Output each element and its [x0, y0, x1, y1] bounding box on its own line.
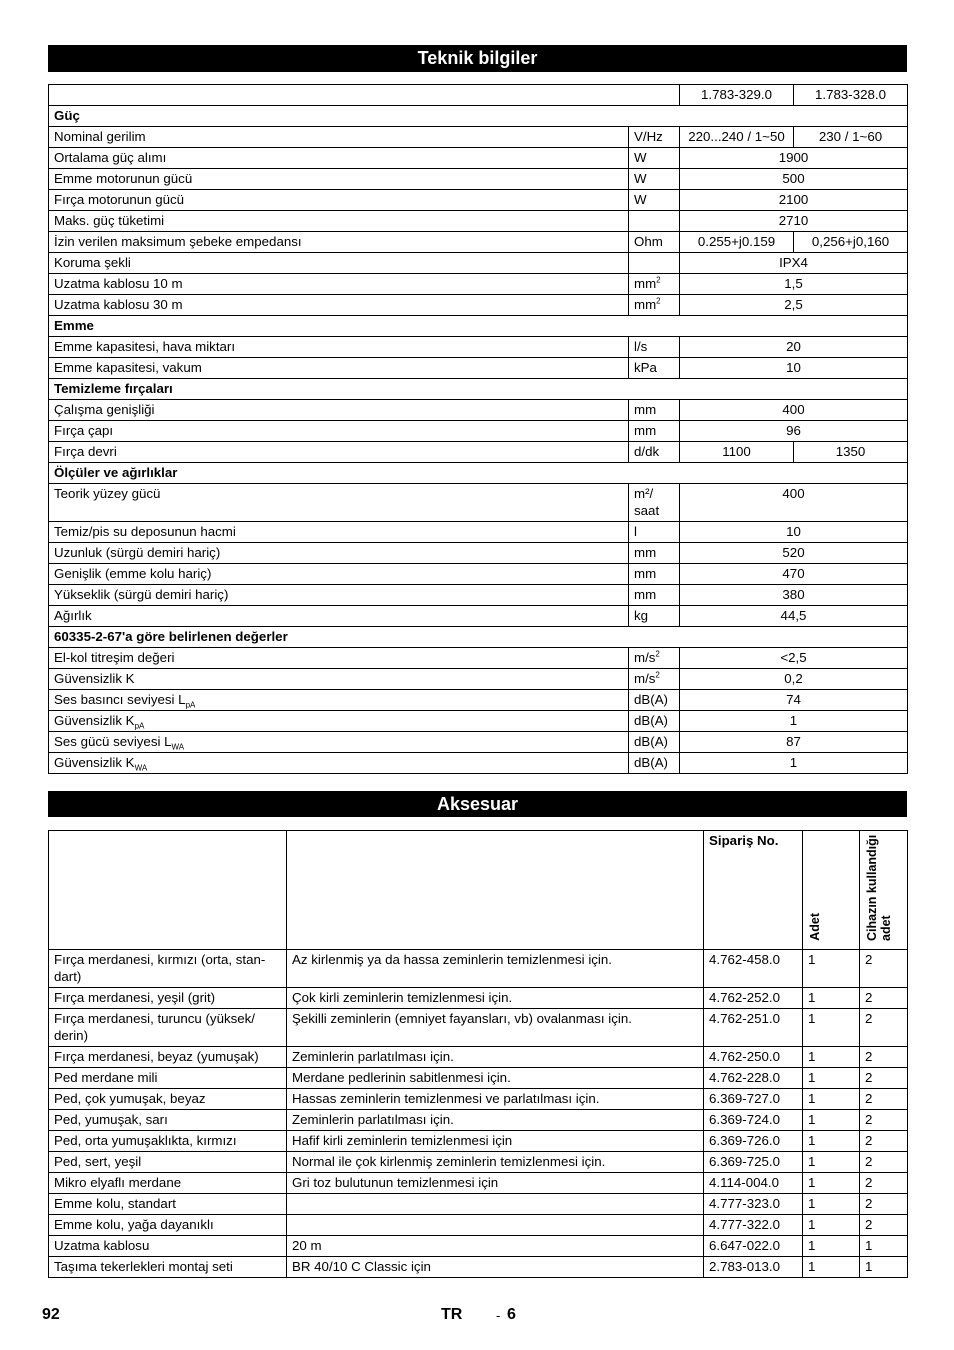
- accessory-row: [49, 1152, 908, 1173]
- accessory-qty: 1: [803, 1131, 860, 1152]
- tech-row-value-2: 0,256+j0,160: [794, 232, 908, 253]
- accessory-row: [49, 1089, 908, 1110]
- accessory-order-no: 4.762-251.0: [704, 1009, 803, 1047]
- tech-row: [49, 421, 908, 442]
- tech-row-unit: m²/ saat: [629, 484, 680, 522]
- accessory-name: Ped, orta yumuşaklıkta, kırmızı: [49, 1131, 287, 1152]
- acc-header-used: Cihazın kullandığı adet: [865, 834, 893, 941]
- tech-row-value: 470: [680, 564, 908, 585]
- tech-row-label: Ağırlık: [49, 606, 629, 627]
- tech-row-unit: mm: [629, 400, 680, 421]
- accessory-order-no: 6.369-727.0: [704, 1089, 803, 1110]
- tech-row: [49, 484, 908, 522]
- accessory-name: Fırça merdanesi, turuncu (yüksek/ derin): [49, 1009, 287, 1047]
- accessory-qty: 1: [803, 1257, 860, 1278]
- accessory-order-no: 4.762-252.0: [704, 988, 803, 1009]
- accessory-description: Çok kirli zeminlerin temizlenmesi için.: [287, 988, 704, 1009]
- tech-header-model-2: 1.783-328.0: [794, 85, 908, 106]
- tech-row-unit: [629, 295, 680, 316]
- accessory-description: 20 m: [287, 1236, 704, 1257]
- tech-section-label: 60335-2-67'a göre belirlenen değerler: [49, 627, 908, 648]
- tech-row-label: İzin verilen maksimum şebeke empedansı: [49, 232, 629, 253]
- acc-header-desc: [287, 831, 704, 950]
- accessory-qty: 1: [803, 1152, 860, 1173]
- accessory-used-count: 2: [860, 950, 908, 988]
- tech-row-label: Uzatma kablosu 30 m: [49, 295, 629, 316]
- tech-row-unit: dB(A): [629, 690, 680, 711]
- tech-row-unit: l/s: [629, 337, 680, 358]
- accessory-used-count: 2: [860, 1152, 908, 1173]
- tech-row: [49, 295, 908, 316]
- tech-row-value: 2,5: [680, 295, 908, 316]
- accessory-name: Taşıma tekerlekleri montaj seti: [49, 1257, 287, 1278]
- accessory-description: BR 40/10 C Classic için: [287, 1257, 704, 1278]
- tech-row-label-sub: WA: [171, 742, 185, 752]
- tech-row: [49, 358, 908, 379]
- accessory-used-count: 2: [860, 988, 908, 1009]
- tech-row-label: Genişlik (emme kolu hariç): [49, 564, 629, 585]
- tech-row-label-text: Ses basıncı seviyesi L: [54, 692, 186, 707]
- tech-row-value: 0,2: [680, 669, 908, 690]
- tech-row-label: Uzunluk (sürgü demiri hariç): [49, 543, 629, 564]
- tech-row-unit: mm: [629, 585, 680, 606]
- accessory-order-no: 4.777-322.0: [704, 1215, 803, 1236]
- accessory-name: Ped, yumuşak, sarı: [49, 1110, 287, 1131]
- tech-row-label: [49, 732, 629, 753]
- tech-row: [49, 169, 908, 190]
- tech-row-label: [49, 753, 629, 774]
- tech-row: [49, 669, 908, 690]
- tech-row-label: Fırça devri: [49, 442, 629, 463]
- accessory-name: Fırça merdanesi, kırmızı (orta, stan-dart): [49, 950, 287, 988]
- page-number: 92: [42, 1306, 60, 1323]
- tech-row-label-sub: WA: [134, 763, 148, 773]
- accessory-qty: 1: [803, 1009, 860, 1047]
- accessory-row: [49, 1173, 908, 1194]
- tech-row: [49, 711, 908, 732]
- tech-row-value: 520: [680, 543, 908, 564]
- tech-section-row: [49, 316, 908, 337]
- tech-row-unit: [629, 648, 680, 669]
- accessory-qty: 1: [803, 1110, 860, 1131]
- tech-row: [49, 127, 908, 148]
- tech-spec-table: [48, 84, 908, 774]
- accessory-description: Gri toz bulutunun temizlenmesi için: [287, 1173, 704, 1194]
- tech-row-unit: mm: [629, 421, 680, 442]
- tech-row-unit: W: [629, 190, 680, 211]
- accessory-used-count: 1: [860, 1257, 908, 1278]
- accessory-name: Emme kolu, yağa dayanıklı: [49, 1215, 287, 1236]
- accessory-order-no: 4.777-323.0: [704, 1194, 803, 1215]
- tech-row: [49, 606, 908, 627]
- tech-section-label: Ölçüler ve ağırlıklar: [49, 463, 908, 484]
- accessory-row: [49, 1257, 908, 1278]
- accessory-used-count: 2: [860, 1068, 908, 1089]
- tech-row-label: Fırça motorunun gücü: [49, 190, 629, 211]
- tech-row-unit: kg: [629, 606, 680, 627]
- tech-row-label: Emme kapasitesi, vakum: [49, 358, 629, 379]
- accessory-order-no: 6.369-724.0: [704, 1110, 803, 1131]
- tech-row-value: <2,5: [680, 648, 908, 669]
- tech-row-label: Emme motorunun gücü: [49, 169, 629, 190]
- accessory-used-count: 2: [860, 1173, 908, 1194]
- accessory-order-no: 6.647-022.0: [704, 1236, 803, 1257]
- tech-row-value: 44,5: [680, 606, 908, 627]
- tech-row: [49, 442, 908, 463]
- tech-row-label: Teorik yüzey gücü: [49, 484, 629, 522]
- accessory-qty: 1: [803, 1068, 860, 1089]
- tech-row-unit: d/dk: [629, 442, 680, 463]
- tech-row-value: 10: [680, 522, 908, 543]
- tech-row-label: El-kol titreşim değeri: [49, 648, 629, 669]
- accessory-qty: 1: [803, 1173, 860, 1194]
- accessory-order-no: 4.114-004.0: [704, 1173, 803, 1194]
- tech-row-value-1: 1100: [680, 442, 794, 463]
- accessory-description: Az kirlenmiş ya da hassa zeminlerin temizlenmesi için.: [287, 950, 704, 988]
- tech-section-label: Güç: [49, 106, 908, 127]
- accessory-qty: 1: [803, 1089, 860, 1110]
- tech-row: [49, 148, 908, 169]
- tech-row-unit: dB(A): [629, 711, 680, 732]
- tech-row: [49, 522, 908, 543]
- tech-row-value: 20: [680, 337, 908, 358]
- tech-row-value: 74: [680, 690, 908, 711]
- tech-row-unit-text: mm: [634, 297, 657, 312]
- tech-row: [49, 585, 908, 606]
- tech-row-unit: [629, 274, 680, 295]
- tech-row-value: 2100: [680, 190, 908, 211]
- accessory-description: Zeminlerin parlatılması için.: [287, 1047, 704, 1068]
- tech-row-label: Ortalama güç alımı: [49, 148, 629, 169]
- accessory-qty: 1: [803, 950, 860, 988]
- tech-row-label: Güvensizlik K: [49, 669, 629, 690]
- accessory-description: Şekilli zeminlerin (emniyet fayansları, vb) ovalanması için.: [287, 1009, 704, 1047]
- tech-row-label: Fırça çapı: [49, 421, 629, 442]
- accessory-row: [49, 1110, 908, 1131]
- tech-row-value: 1,5: [680, 274, 908, 295]
- tech-row: [49, 232, 908, 253]
- tech-row-unit-text: mm: [634, 276, 657, 291]
- accessory-order-no: 6.369-726.0: [704, 1131, 803, 1152]
- tech-row-unit: dB(A): [629, 753, 680, 774]
- tech-row-unit: [629, 211, 680, 232]
- accessory-used-count: 2: [860, 1089, 908, 1110]
- tech-row-value: 10: [680, 358, 908, 379]
- tech-row-unit-text: m/s: [634, 671, 656, 686]
- tech-row-value: 2710: [680, 211, 908, 232]
- sub-page-number: 6: [507, 1306, 516, 1323]
- acc-header-name: [49, 831, 287, 950]
- accessory-name: Ped, sert, yeşil: [49, 1152, 287, 1173]
- accessory-description: Normal ile çok kirlenmiş zeminlerin temizlenmesi için.: [287, 1152, 704, 1173]
- tech-section-row: [49, 379, 908, 400]
- tech-section-row: [49, 463, 908, 484]
- tech-row-value: 96: [680, 421, 908, 442]
- accessory-qty: 1: [803, 1194, 860, 1215]
- tech-row-label: [49, 690, 629, 711]
- accessory-name: Uzatma kablosu: [49, 1236, 287, 1257]
- tech-row-label: Koruma şekli: [49, 253, 629, 274]
- accessory-qty: 1: [803, 988, 860, 1009]
- accessory-qty: 1: [803, 1047, 860, 1068]
- tech-row-value: 1: [680, 753, 908, 774]
- footer-dash: -: [496, 1308, 501, 1323]
- accessory-name: Fırça merdanesi, yeşil (grit): [49, 988, 287, 1009]
- accessory-used-count: 2: [860, 1131, 908, 1152]
- tech-row-value: 380: [680, 585, 908, 606]
- tech-row-label-text: Ses gücü seviyesi L: [54, 734, 172, 749]
- tech-section-label: Temizleme fırçaları: [49, 379, 908, 400]
- tech-header-model-1: 1.783-329.0: [680, 85, 794, 106]
- tech-row-value: 400: [680, 484, 908, 522]
- tech-row-label: Yükseklik (sürgü demiri hariç): [49, 585, 629, 606]
- tech-row-label: Uzatma kablosu 10 m: [49, 274, 629, 295]
- accessory-name: Mikro elyaflı merdane: [49, 1173, 287, 1194]
- accessory-row: [49, 1047, 908, 1068]
- accessory-row: [49, 988, 908, 1009]
- accessory-order-no: 4.762-458.0: [704, 950, 803, 988]
- accessory-description: Merdane pedlerinin sabitlenmesi için.: [287, 1068, 704, 1089]
- tech-row-value: 500: [680, 169, 908, 190]
- accessory-qty: 1: [803, 1215, 860, 1236]
- tech-row-value-1: 220...240 / 1~50: [680, 127, 794, 148]
- accessory-name: Fırça merdanesi, beyaz (yumuşak): [49, 1047, 287, 1068]
- accessory-name: Emme kolu, standart: [49, 1194, 287, 1215]
- accessory-used-count: 1: [860, 1236, 908, 1257]
- accessory-row: [49, 1215, 908, 1236]
- tech-row-unit: kPa: [629, 358, 680, 379]
- accessory-description: Hassas zeminlerin temizlenmesi ve parlatılması için.: [287, 1089, 704, 1110]
- tech-row-label-sub: pA: [134, 721, 145, 731]
- accessory-description: [287, 1194, 704, 1215]
- tech-section-row: [49, 627, 908, 648]
- accessory-order-no: 2.783-013.0: [704, 1257, 803, 1278]
- accessory-row: [49, 1131, 908, 1152]
- tech-row-unit-sup: 2: [655, 649, 660, 659]
- tech-row: [49, 400, 908, 421]
- accessory-row: [49, 1194, 908, 1215]
- tech-row: [49, 732, 908, 753]
- acc-header-order-no: Sipariş No.: [704, 831, 803, 950]
- tech-row: [49, 690, 908, 711]
- tech-row-value-2: 230 / 1~60: [794, 127, 908, 148]
- accessory-row: [49, 950, 908, 988]
- tech-row: [49, 564, 908, 585]
- tech-row-value: 400: [680, 400, 908, 421]
- tech-row-unit: mm: [629, 543, 680, 564]
- accessories-section-title: Aksesuar: [48, 791, 907, 817]
- tech-row-unit: l: [629, 522, 680, 543]
- tech-row-unit-sup: 2: [656, 296, 661, 306]
- tech-row: [49, 190, 908, 211]
- tech-row-label-sub: pA: [185, 700, 196, 710]
- tech-row-label: Maks. güç tüketimi: [49, 211, 629, 232]
- accessory-qty: 1: [803, 1236, 860, 1257]
- acc-header-qty: Adet: [808, 913, 822, 941]
- tech-row-value: 1: [680, 711, 908, 732]
- tech-section-row: [49, 106, 908, 127]
- tech-row-unit-sup: 2: [655, 670, 660, 680]
- tech-row-label: Temiz/pis su deposunun hacmi: [49, 522, 629, 543]
- accessory-name: Ped merdane mili: [49, 1068, 287, 1089]
- tech-header-empty: [49, 85, 680, 106]
- tech-row-value-1: 0.255+j0.159: [680, 232, 794, 253]
- accessory-description: [287, 1215, 704, 1236]
- tech-row-value-2: 1350: [794, 442, 908, 463]
- accessory-description: Hafif kirli zeminlerin temizlenmesi için: [287, 1131, 704, 1152]
- tech-row: [49, 337, 908, 358]
- tech-row-unit: W: [629, 148, 680, 169]
- accessory-order-no: 4.762-228.0: [704, 1068, 803, 1089]
- tech-row-unit: [629, 669, 680, 690]
- accessory-used-count: 2: [860, 1009, 908, 1047]
- accessories-table: [48, 830, 908, 1278]
- accessory-order-no: 4.762-250.0: [704, 1047, 803, 1068]
- tech-row: [49, 648, 908, 669]
- tech-row: [49, 253, 908, 274]
- tech-row: [49, 274, 908, 295]
- accessory-row: [49, 1068, 908, 1089]
- tech-row: [49, 211, 908, 232]
- accessory-used-count: 2: [860, 1215, 908, 1236]
- tech-row-unit: Ohm: [629, 232, 680, 253]
- accessory-order-no: 6.369-725.0: [704, 1152, 803, 1173]
- tech-row-label: [49, 711, 629, 732]
- tech-row-unit: mm: [629, 564, 680, 585]
- tech-row-label: Emme kapasitesi, hava miktarı: [49, 337, 629, 358]
- tech-row-value: 87: [680, 732, 908, 753]
- accessory-used-count: 2: [860, 1110, 908, 1131]
- tech-row-unit-sup: 2: [656, 275, 661, 285]
- tech-row-unit: [629, 253, 680, 274]
- language-code: TR: [441, 1306, 463, 1323]
- accessory-used-count: 2: [860, 1047, 908, 1068]
- tech-row-label: Nominal gerilim: [49, 127, 629, 148]
- tech-row: [49, 543, 908, 564]
- tech-row-unit-text: m/s: [634, 650, 656, 665]
- tech-row-label-text: Güvensizlik K: [54, 755, 135, 770]
- accessory-description: Zeminlerin parlatılması için.: [287, 1110, 704, 1131]
- accessory-used-count: 2: [860, 1194, 908, 1215]
- tech-row-value: 1900: [680, 148, 908, 169]
- accessory-row: [49, 1236, 908, 1257]
- accessory-name: Ped, çok yumuşak, beyaz: [49, 1089, 287, 1110]
- tech-row-value: IPX4: [680, 253, 908, 274]
- tech-row-unit: dB(A): [629, 732, 680, 753]
- tech-section-title: Teknik bilgiler: [48, 45, 907, 72]
- tech-row-unit: W: [629, 169, 680, 190]
- accessory-row: [49, 1009, 908, 1047]
- tech-section-label: Emme: [49, 316, 908, 337]
- tech-row-label-text: Güvensizlik K: [54, 713, 135, 728]
- tech-row: [49, 753, 908, 774]
- tech-row-label: Çalışma genişliği: [49, 400, 629, 421]
- tech-row-unit: V/Hz: [629, 127, 680, 148]
